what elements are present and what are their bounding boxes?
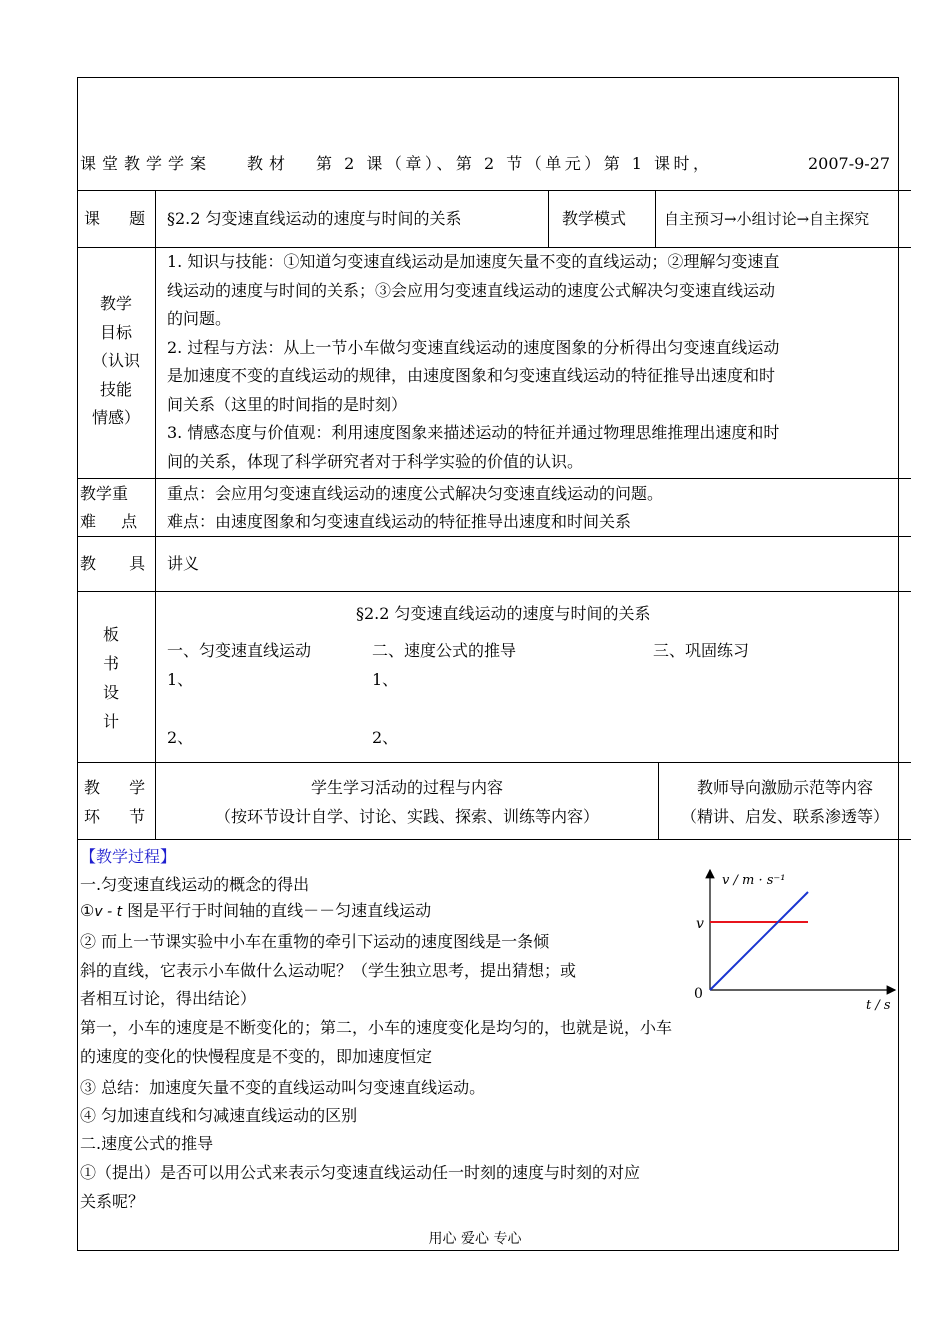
teacher-heading: 教师导向激励示范等内容 xyxy=(696,778,873,797)
column-divider xyxy=(155,190,156,839)
header-date: 2007-9-27 xyxy=(808,154,891,173)
process-para3-line: 第一，小车的速度是不断变化的；第二，小车的速度变化是均匀的，也就是说，小车 xyxy=(80,1018,673,1037)
page-footer: 用心 爱心 专心 xyxy=(428,1231,522,1247)
keypoints-label-2: 难 点 xyxy=(80,512,148,531)
goals-label xyxy=(80,290,152,433)
tools-value: 讲义 xyxy=(167,554,200,573)
process-difference: ④ 匀加速直线和匀减速直线运动的区别 xyxy=(80,1106,358,1125)
goals-label-line: 技能 xyxy=(99,379,132,399)
header-lesson: 第 2 课（章）、第 2 节（单元）第 1 课时， xyxy=(316,154,713,173)
goals-label-line: （认识 xyxy=(91,351,140,370)
row-divider xyxy=(77,478,911,479)
row-divider xyxy=(77,839,911,840)
board-title: §2.2 匀变速直线运动的速度与时间的关系 xyxy=(356,604,651,623)
origin-label: 0 xyxy=(694,986,703,1002)
process-para3 xyxy=(80,1014,780,1071)
board-col1-item1: 1、 xyxy=(167,670,194,689)
topic-label: 课 题 xyxy=(84,209,158,228)
topic-value: §2.2 匀变速直线运动的速度与时间的关系 xyxy=(167,209,462,228)
goals-line: 1. 知识与技能：①知道匀变速直线运动是加速度矢量不变的直线运动；②理解匀变速直 xyxy=(167,252,780,271)
board-label-char: 板 xyxy=(102,625,119,644)
row-divider xyxy=(77,536,911,537)
stage-label-2: 环 节 xyxy=(84,807,158,826)
vt-graph xyxy=(690,862,905,1022)
goals-line: 间的关系，体现了科学研究者对于科学实验的价值的认识。 xyxy=(167,451,584,471)
board-label-char: 书 xyxy=(102,654,119,673)
board-col1-item2: 2、 xyxy=(167,728,194,747)
column-divider xyxy=(655,190,656,247)
process-line2 xyxy=(80,897,431,926)
student-heading: 学生学习活动的过程与内容 xyxy=(310,778,503,797)
x-axis-label: t / s xyxy=(866,998,891,1013)
mode-label: 教学模式 xyxy=(562,209,627,228)
goals-line: 间关系（这里的时间指的是时刻） xyxy=(167,394,408,414)
vt-math: v - t xyxy=(94,904,123,920)
process-summary: ③ 总结：加速度矢量不变的直线运动叫匀变速直线运动。 xyxy=(80,1078,486,1097)
v-label: v xyxy=(696,916,704,932)
goals-line: 线运动的速度与时间的关系；③会应用匀变速直线运动的速度公式解决匀变速直线运动 xyxy=(167,280,776,300)
column-divider xyxy=(548,190,549,247)
board-col1-heading: 一、匀变速直线运动 xyxy=(167,641,312,660)
process-line2-marker: ① xyxy=(80,901,95,920)
tools-label: 教 具 xyxy=(80,554,160,573)
row-divider xyxy=(77,762,911,763)
board-label-char: 计 xyxy=(102,712,119,731)
goals-label-line: 目标 xyxy=(99,322,132,342)
process-para2 xyxy=(80,928,690,1014)
process-section2: 二.速度公式的推导 xyxy=(80,1134,214,1153)
process-para2-line: 斜的直线，它表示小车做什么运动呢？（学生独立思考，提出猜想；或 xyxy=(80,960,577,980)
goals-line: 2. 过程与方法：从上一节小车做匀变速直线运动的速度图象的分析得出匀变速直线运动 xyxy=(167,337,780,357)
difficult-point: 难点：由速度图象和匀变速直线运动的特征推导出速度和时间关系 xyxy=(167,512,632,531)
board-label xyxy=(80,620,142,736)
header-material-label: 教材 xyxy=(247,154,292,173)
process-para2-line: ② 而上一节课实验中小车在重物的牵引下运动的速度图线是一条倾 xyxy=(80,932,550,951)
process-para3-line: 的速度的变化的快慢程度是不变的，即加速度恒定 xyxy=(80,1046,433,1066)
board-col2-heading: 二、速度公式的推导 xyxy=(372,641,517,660)
goals-line: 是加速度不变的直线运动的规律，由速度图象和匀变速直线运动的特征推导出速度和时 xyxy=(167,366,776,385)
process-line1: 一.匀变速直线运动的概念的得出 xyxy=(80,875,310,894)
goals-label-line: 情感） xyxy=(91,408,140,427)
process-para2-line: 者相互讨论，得出结论） xyxy=(80,989,257,1008)
student-subheading: （按环节设计自学、讨论、实践、探索、训练等内容） xyxy=(214,807,599,826)
teacher-subheading: （精讲、启发、联系渗透等） xyxy=(680,807,889,826)
y-axis-label: v / m · s⁻¹ xyxy=(722,873,786,888)
mode-value: 自主预习→小组讨论→自主探究 xyxy=(664,210,870,228)
goals-line: 的问题。 xyxy=(167,309,232,328)
header-title: 课堂教学学案 xyxy=(80,154,213,173)
increasing-velocity-line xyxy=(710,892,808,990)
process-para4-line: 关系呢？ xyxy=(80,1191,145,1211)
board-col2-item1: 1、 xyxy=(372,670,399,689)
key-point: 重点：会应用匀变速直线运动的速度公式解决匀变速直线运动的问题。 xyxy=(167,484,664,503)
stage-label-1: 教 学 xyxy=(84,778,158,797)
goals-text xyxy=(167,248,907,476)
goals-label-line: 教学 xyxy=(99,294,132,313)
row-divider xyxy=(77,591,911,592)
keypoints-label-1: 教学重 xyxy=(80,484,129,503)
board-col2-item2: 2、 xyxy=(372,728,399,747)
process-para4 xyxy=(80,1159,780,1216)
process-para4-line: ①（提出）是否可以用公式来表示匀变速直线运动任一时刻的速度与时刻的对应 xyxy=(80,1163,641,1182)
goals-line: 3. 情感态度与价值观：利用速度图象来描述运动的特征并通过物理思维推理出速度和时 xyxy=(167,423,780,442)
board-col3-heading: 三、巩固练习 xyxy=(653,641,750,660)
column-divider xyxy=(658,762,659,839)
process-heading: 【教学过程】 xyxy=(80,847,177,866)
row-divider xyxy=(77,190,911,191)
board-label-char: 设 xyxy=(102,683,119,702)
process-line2-text: 图是平行于时间轴的直线－－匀速直线运动 xyxy=(122,901,432,920)
